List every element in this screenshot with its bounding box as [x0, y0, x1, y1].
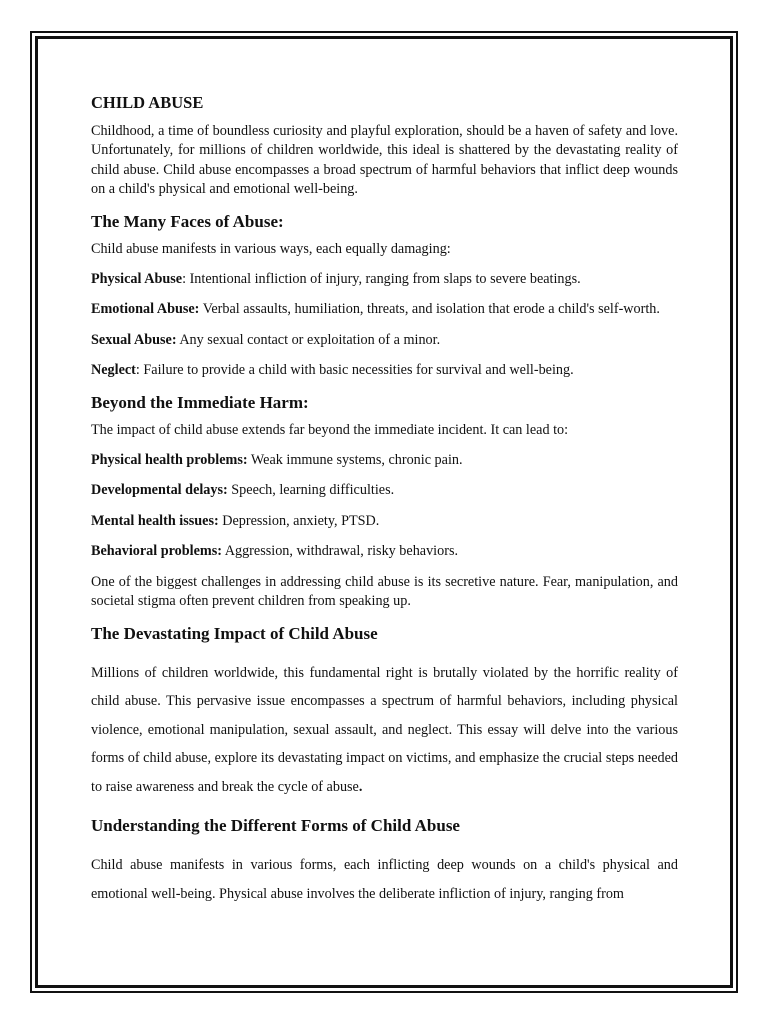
section-heading-different-forms: Understanding the Different Forms of Child Abuse: [91, 816, 460, 835]
item-text: Any sexual contact or exploitation of a minor.: [179, 331, 441, 348]
section-heading-devastating-impact: The Devastating Impact of Child Abuse: [91, 623, 378, 643]
list-item: [91, 512, 678, 531]
item-text: Aggression, withdrawal, risky behaviors.: [224, 543, 459, 560]
item-text: Intentional infliction of injury, ranging from slaps to severe beatings.: [189, 271, 581, 288]
intro-paragraph: Childhood, a time of boundless curiosity and playful exploration, should be a haven of safety and love. Unfortunately, for millions of children worldwide, this ideal is shattered by the devastating reality of child abuse. Child abuse encompasses a broad spectrum of harmful behaviors that inflict deep wounds on a child's physical and emotional well-being.: [91, 123, 678, 198]
section2-lead: The impact of child abuse extends far beyond the immediate incident. It can lead to:: [91, 421, 569, 438]
document-content: [91, 92, 678, 924]
section2-closing: One of the biggest challenges in addressing child abuse is its secretive nature. Fear, manipulation, and societal stigma often prevent children from speaking up.: [91, 573, 678, 610]
section3-body: Millions of children worldwide, this fundamental right is brutally violated by the horrific reality of child abuse. This pervasive issue encompasses a spectrum of harmful behaviors, including physical violence, emotional manipulation, sexual assault, and neglect. This essay will delve into the various forms of child abuse, explore its devastating impact on victims, and emphasize the crucial steps needed to raise awareness and break the cycle of abuse.: [91, 664, 678, 795]
section4-body: Child abuse manifests in various forms, each inflicting deep wounds on a child's physical and emotional well-being. Physical abuse involves the deliberate infliction of injury, ranging from: [91, 857, 678, 902]
list-item: [91, 481, 678, 500]
item-term: Behavioral problems:: [91, 543, 222, 560]
item-term: Sexual Abuse:: [91, 331, 177, 348]
item-text: Speech, learning difficulties.: [231, 482, 395, 499]
item-text: Weak immune systems, chronic pain.: [250, 452, 463, 469]
document-title: CHILD ABUSE: [91, 93, 204, 112]
list-item: Physical Abuse: Intentional infliction of injury, ranging from slaps to severe beatings.: [91, 271, 581, 288]
section1-lead: Child abuse manifests in various ways, each equally damaging:: [91, 240, 451, 257]
list-item: [91, 451, 678, 470]
item-term: Emotional Abuse:: [91, 301, 200, 318]
item-term: Mental health issues:: [91, 512, 219, 529]
list-item: [91, 331, 678, 350]
item-text: Failure to provide a child with basic necessities for survival and well-being.: [143, 362, 574, 379]
item-term: Physical health problems:: [91, 452, 248, 469]
list-item: [91, 542, 678, 561]
item-text: Verbal assaults, humiliation, threats, and isolation that erode a child's self-worth.: [202, 301, 660, 318]
section-heading-many-faces: The Many Faces of Abuse:: [91, 211, 284, 231]
item-term: Developmental delays:: [91, 482, 228, 499]
list-item: [91, 300, 678, 319]
list-item: Neglect: Failure to provide a child with basic necessities for survival and well-being.: [91, 362, 574, 379]
item-term: Physical Abuse: [91, 271, 183, 288]
item-term: Neglect: [91, 362, 136, 379]
section-heading-beyond-harm: Beyond the Immediate Harm:: [91, 392, 309, 412]
item-text: Depression, anxiety, PTSD.: [222, 512, 380, 529]
